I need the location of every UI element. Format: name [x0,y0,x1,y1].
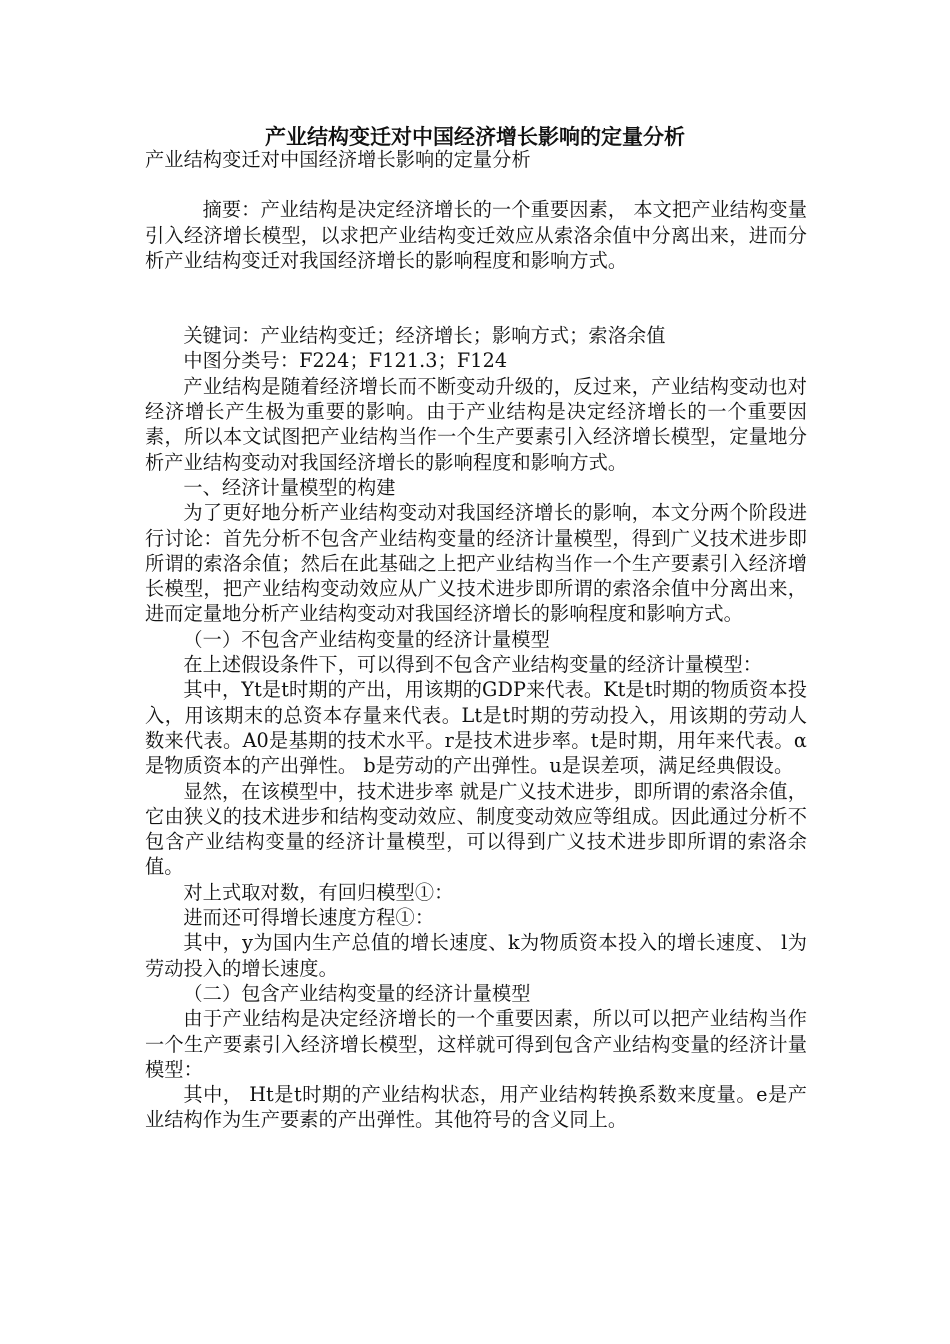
document-subtitle: 产业结构变迁对中国经济增长影响的定量分析 [145,148,531,171]
body-paragraph: 显然，在该模型中，技术进步率 就是广义技术进步，即所谓的索洛余值，它由狭义的技术进步和结构变动效应、制度变动效应等组成。因此通过分析不包含产业结构变量的经济计量模型，可以得到广义技术进步即所谓的索洛余值。 [145,779,807,879]
subsection-heading: （一）不包含产业结构变量的经济计量模型 [183,627,550,651]
document-body [145,147,807,1133]
document-title: 产业结构变迁对中国经济增长影响的定量分析 [265,124,685,149]
body-paragraph: 进而还可得增长速度方程①： [183,906,435,930]
blank-line [145,273,807,298]
body-paragraph: 其中，Yt是t时期的产出，用该期的GDP来代表。Kt是t时期的物质资本投入，用该期末的总资本存量来代表。Lt是t时期的劳动投入，用该期的劳动人数来代表。A0是基期的技术水平。r是技术进步率。t是时期，用年来代表。α 是物质资本的产出弹性。 b是劳动的产出弹性。u是误差项，满足经典假设。 [145,678,807,778]
blank-line [145,298,807,323]
blank-line [145,172,807,197]
body-paragraph: 在上述假设条件下，可以得到不包含产业结构变量的经济计量模型： [183,653,763,677]
body-paragraph: 对上式取对数，有回归模型①： [183,880,454,904]
body-paragraph: 产业结构是随着经济增长而不断变动升级的，反过来，产业结构变动也对经济增长产生极为重要的影响。由于产业结构是决定经济增长的一个重要因素，所以本文试图把产业结构当作一个生产要素引入经济增长模型，定量地分析产业结构变动对我国经济增长的影响程度和影响方式。 [145,374,807,474]
subsection-heading: （二）包含产业结构变量的经济计量模型 [183,981,531,1005]
body-paragraph: 为了更好地分析产业结构变动对我国经济增长的影响，本文分两个阶段进行讨论：首先分析不包含产业结构变量的经济计量模型，得到广义技术进步即所谓的索洛余值；然后在此基础之上把产业结构当作一个生产要素引入经济增长模型，把产业结构变动效应从广义技术进步即所谓的索洛余值中分离出来，进而定量地分析产业结构变动对我国经济增长的影响程度和影响方式。 [145,501,807,626]
classification-line: 中图分类号：F224；F121.3；F124 [183,349,508,373]
body-paragraph: 由于产业结构是决定经济增长的一个重要因素，所以可以把产业结构当作一个生产要素引入经济增长模型，这样就可得到包含产业结构变量的经济计量模型： [145,1007,807,1081]
abstract-paragraph: 摘要：产业结构是决定经济增长的一个重要因素， 本文把产业结构变量引入经济增长模型，以求把产业结构变迁效应从索洛余值中分离出来，进而分析产业结构变迁对我国经济增长的影响程度和影响方式。 [145,198,807,272]
keywords-line: 关键词：产业结构变迁；经济增长；影响方式；索洛余值 [183,324,666,348]
body-paragraph: 其中，y为国内生产总值的增长速度、k为物质资本投入的增长速度、 l为劳动投入的增长速度。 [145,931,807,980]
body-paragraph: 其中， Ht是t时期的产业结构状态，用产业结构转换系数来度量。e是产业结构作为生产要素的产出弹性。其他符号的含义同上。 [145,1083,807,1132]
section-heading: 一、经济计量模型的构建 [183,475,396,499]
